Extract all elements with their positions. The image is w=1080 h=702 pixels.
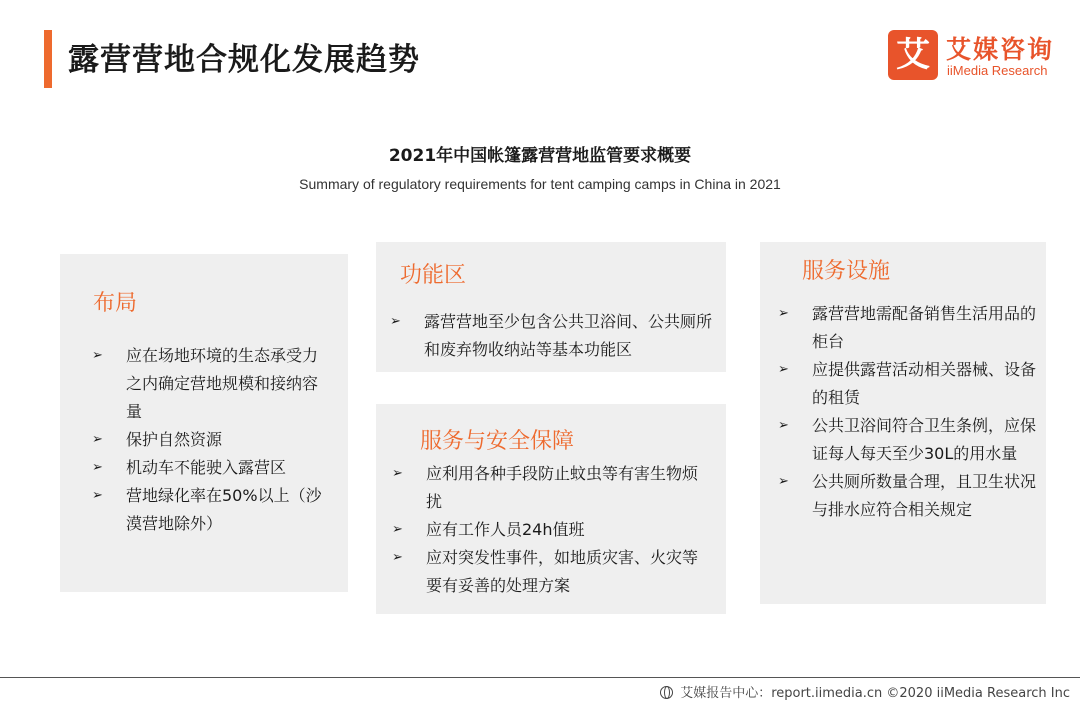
list-item — [392, 460, 712, 516]
arrow-bullet-icon: ➢ — [778, 418, 789, 433]
list-item-text: 机动车不能驶入露营区 — [126, 458, 287, 477]
globe-icon — [660, 686, 673, 699]
arrow-bullet-icon: ➢ — [92, 348, 103, 363]
arrow-bullet-icon: ➢ — [392, 466, 403, 481]
list-item — [92, 342, 332, 426]
card-title: 服务与安全保障 — [420, 429, 575, 454]
arrow-bullet-icon: ➢ — [778, 362, 789, 377]
subtitle-cn: 2021年中国帐篷露营营地监管要求概要 — [388, 146, 692, 166]
list-item-text: 露营营地需配备销售生活用品的柜台 — [812, 304, 1037, 351]
arrow-bullet-icon: ➢ — [392, 522, 403, 537]
arrow-bullet-icon: ➢ — [390, 314, 401, 329]
bullet-list — [92, 342, 332, 538]
list-item — [778, 300, 1038, 356]
card-title: 布局 — [93, 291, 138, 316]
list-item-text: 应在场地环境的生态承受力之内确定营地规模和接纳容量 — [126, 346, 319, 421]
list-item — [778, 356, 1038, 412]
list-item-text: 公共厕所数量合理，且卫生状况与排水应符合相关规定 — [812, 472, 1037, 519]
card-title: 服务设施 — [802, 259, 891, 284]
card-layout — [60, 254, 348, 592]
list-item — [92, 426, 332, 454]
footer-divider — [0, 677, 1080, 678]
list-item — [92, 482, 332, 538]
list-item-text: 应提供露营活动相关器械、设备的租赁 — [812, 360, 1037, 407]
card-function-area — [376, 242, 726, 372]
bullet-list — [778, 300, 1038, 524]
list-item — [92, 454, 332, 482]
logo-mark-icon: 艾 — [888, 30, 938, 80]
list-item — [392, 544, 712, 600]
arrow-bullet-icon: ➢ — [92, 488, 103, 503]
logo-cn-text: 艾媒咨询 — [946, 35, 1055, 64]
card-service-safety — [376, 404, 726, 614]
list-item-text: 应对突发性事件，如地质灾害、火灾等要有妥善的处理方案 — [426, 548, 699, 595]
list-item — [778, 412, 1038, 468]
list-item-text: 露营营地至少包含公共卫浴间、公共厕所和废弃物收纳站等基本功能区 — [424, 312, 713, 359]
title-accent-bar — [44, 30, 52, 88]
logo-en-text: iiMedia Research — [947, 63, 1048, 78]
arrow-bullet-icon: ➢ — [92, 460, 103, 475]
page-title: 露营营地合规化发展趋势 — [68, 42, 420, 78]
bullet-list — [390, 308, 720, 364]
footer-text: 艾媒报告中心：report.iimedia.cn ©2020 iiMedia Research Inc — [680, 686, 1070, 701]
subtitle-en: Summary of regulatory requirements for tent camping camps in China in 2021 — [299, 176, 781, 192]
arrow-bullet-icon: ➢ — [392, 550, 403, 565]
list-item — [778, 468, 1038, 524]
list-item — [390, 308, 720, 364]
card-service-facilities — [760, 242, 1046, 604]
list-item-text: 公共卫浴间符合卫生条例，应保证每人每天至少30L的用水量 — [812, 416, 1037, 463]
bullet-list — [392, 460, 712, 600]
list-item-text: 应利用各种手段防止蚊虫等有害生物烦扰 — [426, 464, 699, 511]
list-item-text: 保护自然资源 — [126, 430, 223, 449]
footer — [660, 682, 1070, 701]
iimedia-logo — [888, 30, 1068, 82]
arrow-bullet-icon: ➢ — [778, 306, 789, 321]
arrow-bullet-icon: ➢ — [778, 474, 789, 489]
arrow-bullet-icon: ➢ — [92, 432, 103, 447]
list-item — [392, 516, 712, 544]
card-title: 功能区 — [400, 263, 467, 288]
list-item-text: 应有工作人员24h值班 — [426, 520, 585, 539]
list-item-text: 营地绿化率在50%以上（沙漠营地除外） — [126, 486, 322, 533]
